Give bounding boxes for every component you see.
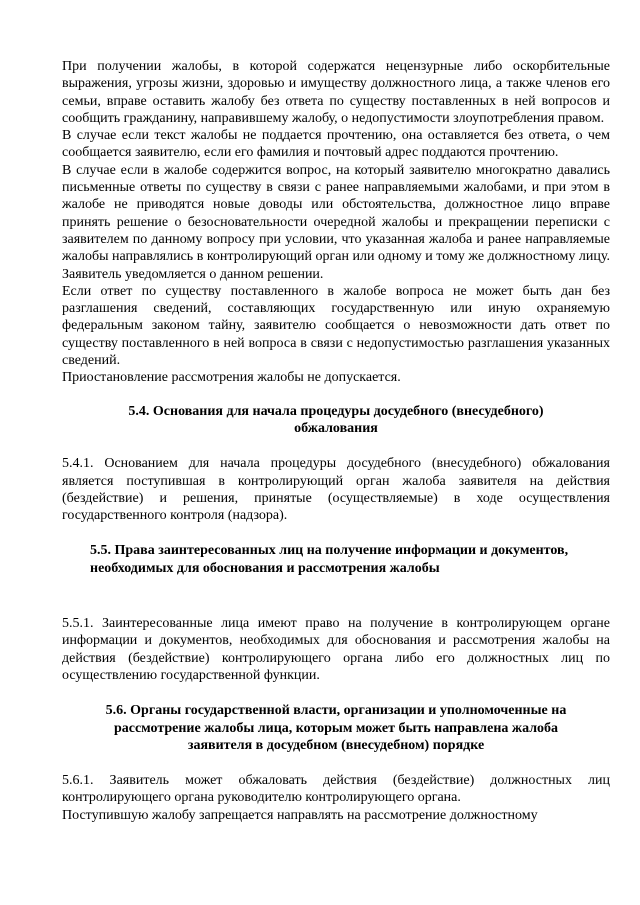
paragraph-abusive-complaint: При получении жалобы, в которой содержатся нецензурные либо оскорбительные выражения, угрозы жизни, здоровью и имуществу должностного лица, а также членов его семьи, вправе оставить жалобу без ответа по существу поставленных в ней вопросов и сообщить гражданину, направившему жалобу, о недопустимости злоупотребления правом. xyxy=(62,59,610,126)
section-5-5-text: 5.5.1. Заинтересованные лица имеют право на получение в контролирующем органе информации и документов, необходимых для обоснования и рассмотрения жалобы на действия (бездействие) контролирующего органа либо его должностных лиц по осуществлению государственной функции. xyxy=(62,616,610,683)
section-5-6-heading-line3: заявителя в досудебном (внесудебном) порядке xyxy=(187,737,485,753)
section-5-6-heading-line2: рассмотрение жалобы лица, которым может быть направлена жалоба xyxy=(113,720,559,736)
paragraph-unreadable-complaint: В случае если текст жалобы не поддается прочтению, она оставляется без ответа, о чем сообщается заявителю, если его фамилия и почтовый адрес поддаются прочтению. xyxy=(62,128,610,161)
section-5-6-heading-line1: 5.6. Органы государственной власти, организации и уполномоченные на xyxy=(105,703,567,719)
document-page xyxy=(62,58,610,824)
section-5-4-heading-line2: обжалования xyxy=(294,420,378,436)
paragraph-repeated-complaint: В случае если в жалобе содержится вопрос, на который заявителю многократно давались письменные ответы по существу в связи с ранее направляемыми жалобами, и при этом в жалобе не приводятся новые доводы или обстоятельства, должностное лицо вправе принять решение о безосновательности очередной жалобы и прекращении переписки с заявителем по данному вопросу при условии, что указанная жалоба и ранее направляемые жалобы направлялись в контролирующий орган или одному и тому же должностному лицу. Заявитель уведомляется о данном решении. xyxy=(62,162,610,282)
section-5-4-heading xyxy=(62,403,610,438)
section-5-5-heading-line1: 5.5. Права заинтересованных лиц на получение информации и документов, xyxy=(90,543,569,559)
section-5-4-heading-line1: 5.4. Основания для начала процедуры досудебного (внесудебного) xyxy=(128,403,544,419)
section-5-6-text-2: Поступившую жалобу запрещается направлять на рассмотрение должностному xyxy=(62,807,538,823)
section-5-6-text-1: 5.6.1. Заявитель может обжаловать действия (бездействие) должностных лиц контролирующего органа руководителю контролирующего органа. xyxy=(62,773,610,806)
section-5-5-heading-line2: необходимых для обоснования и рассмотрения жалобы xyxy=(90,560,440,576)
paragraph-no-suspension: Приостановление рассмотрения жалобы не допускается. xyxy=(62,370,401,386)
section-5-6-heading xyxy=(62,702,610,754)
section-5-5-heading xyxy=(62,542,610,577)
section-5-4-text: 5.4.1. Основанием для начала процедуры досудебного (внесудебного) обжалования является поступившая в контролирующий орган жалоба заявителя на действия (бездействие) и решения, принятые (осуществляемые) в ходе осуществления государственного контроля (надзора). xyxy=(62,456,610,524)
paragraph-secret-information: Если ответ по существу поставленного в жалобе вопроса не может быть дан без разглашения сведений, составляющих государственную или иную охраняемую федеральным законом тайну, заявителю сообщается о невозможности дать ответ по существу поставленного в ней вопроса в связи с недопустимостью разглашения указанных сведений. xyxy=(62,283,610,369)
